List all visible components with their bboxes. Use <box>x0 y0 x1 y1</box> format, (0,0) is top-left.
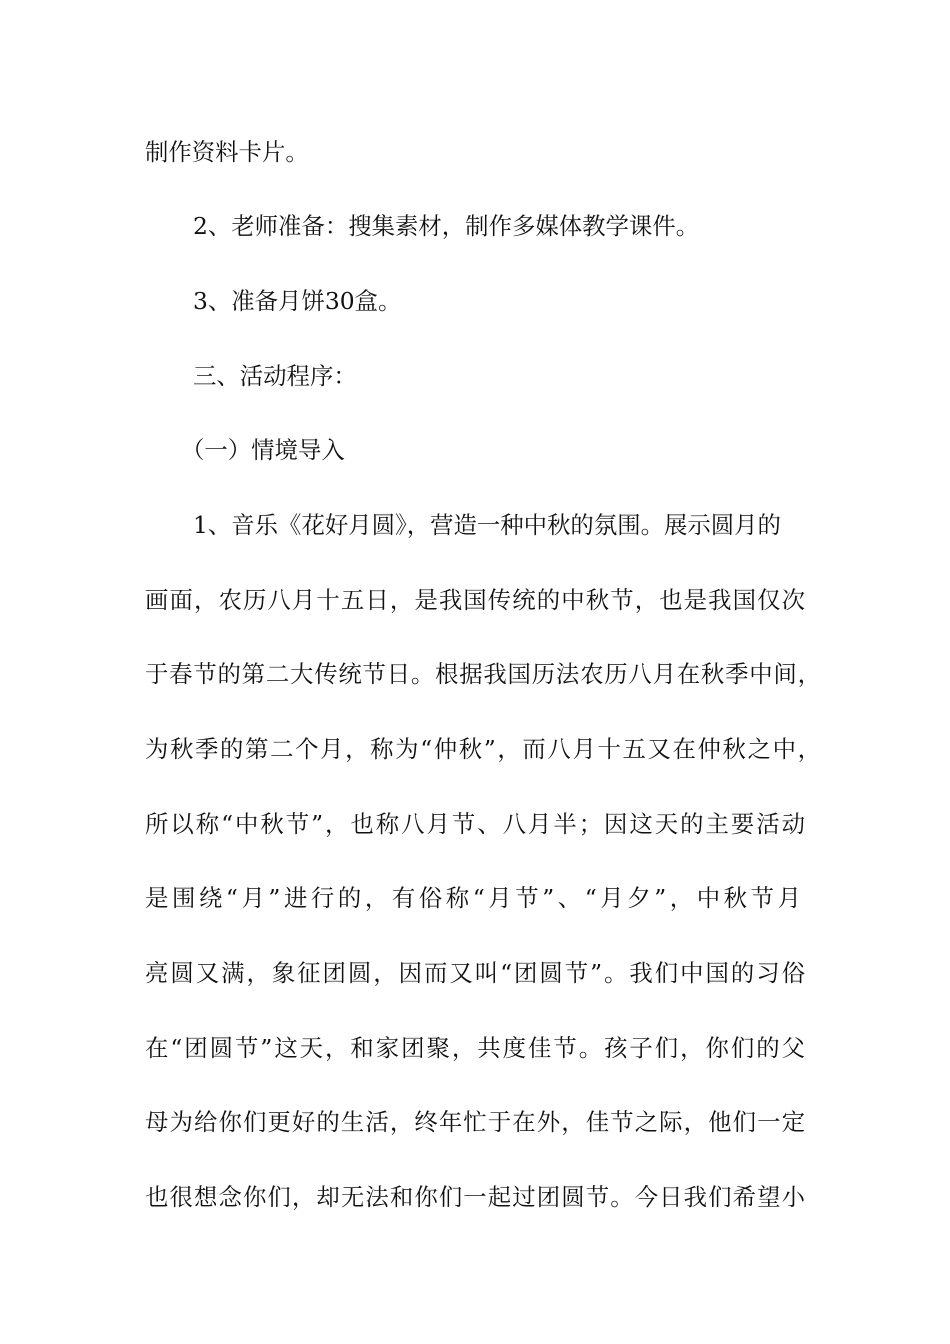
text-line-13: 在“团圆节”这天，和家团聚，共度佳节。孩子们，你们的父 <box>145 1034 805 1062</box>
text-line-1: 制作资料卡片。 <box>145 138 309 166</box>
text-line-3: 3、准备月饼30盒。 <box>193 287 402 315</box>
text-line-7: 画面，农历八月十五日，是我国传统的中秋节，也是我国仅次 <box>145 586 805 614</box>
section-heading: 三、活动程序： <box>193 362 357 390</box>
text-line-2: 2、老师准备：搜集素材，制作多媒体教学课件。 <box>193 212 700 240</box>
subsection-heading: （一）情境导入 <box>181 436 345 464</box>
text-line-10: 所以称“中秋节”，也称八月节、八月半；因这天的主要活动 <box>145 810 805 838</box>
text-line-11: 是围绕“月”进行的，有俗称“月节”、“月夕”，中秋节月 <box>145 884 801 912</box>
text-line-15: 也很想念你们，却无法和你们一起过团圆节。今日我们希望小 <box>145 1183 805 1211</box>
text-line-12: 亮圆又满，象征团圆，因而又叫“团圆节”。我们中国的习俗 <box>145 959 805 987</box>
text-line-6: 1、音乐《花好月圆》，营造一种中秋的氛围。展示圆月的 <box>193 511 781 539</box>
text-line-9: 为秋季的第二个月，称为“仲秋”，而八月十五又在仲秋之中， <box>145 735 821 763</box>
text-line-8: 于春节的第二大传统节日。根据我国历法农历八月在秋季中间， <box>145 660 821 688</box>
text-line-14: 母为给你们更好的生活，终年忙于在外，佳节之际，他们一定 <box>145 1108 805 1136</box>
